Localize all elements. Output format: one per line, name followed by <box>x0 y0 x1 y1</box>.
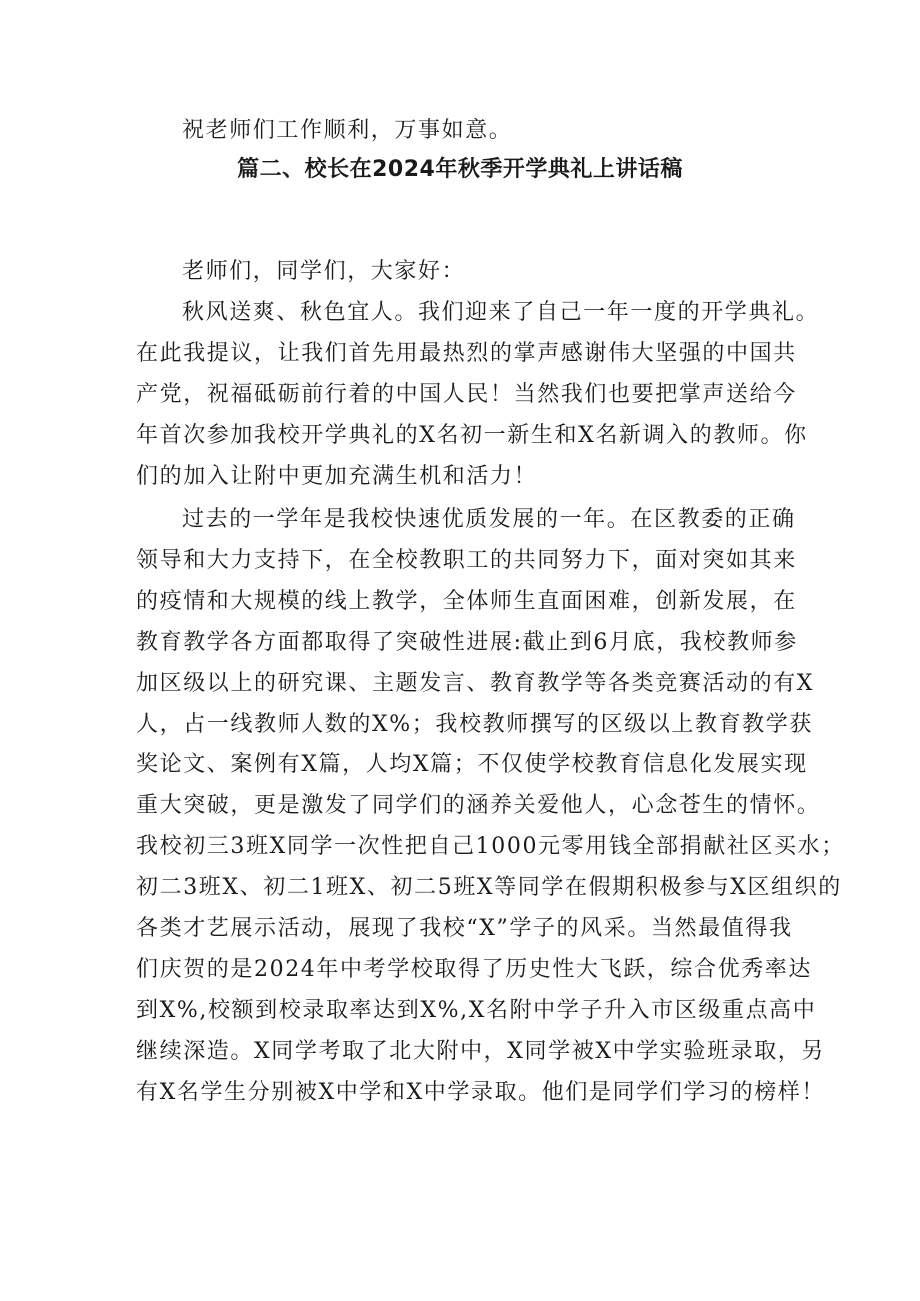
paragraph-line: 的疫情和大规模的线上教学，全体师生直面困难，创新发展，在 <box>136 588 797 614</box>
paragraph-line: 们庆贺的是2024年中考学校取得了历史性大飞跃，综合优秀率达 <box>136 956 812 982</box>
paragraph-line: 我校初三3班X同学一次性把自己1000元零用钱全部捐献社区买水； <box>136 834 845 860</box>
paragraph-line: 人，占一线教师人数的X%；我校教师撰写的区级以上教育教学获 <box>136 711 813 737</box>
greeting-line: 老师们，同学们，大家好： <box>182 259 466 284</box>
paragraph-line: 们的加入让附中更加充满生机和活力！ <box>136 463 538 489</box>
paragraph-line: 奖论文、案例有X篇，人均X篇；不仅使学校教育信息化发展实现 <box>136 752 808 778</box>
paragraph-line: 初二3班X、初二1班X、初二5班X等同学在假期积极参与X区组织的 <box>136 875 842 901</box>
paragraph-line: 重大突破，更是激发了同学们的涵养关爱他人，心念苍生的情怀。 <box>136 793 821 819</box>
paragraph-line: 教育教学各方面都取得了突破性进展:截止到6月底，我校教师参 <box>136 629 798 655</box>
section-title: 篇二、校长在2024年秋季开学典礼上讲话稿 <box>237 157 683 182</box>
paragraph-line: 年首次参加我校开学典礼的X名初一新生和X名新调入的教师。你 <box>136 422 808 448</box>
paragraph-line: 加区级以上的研究课、主题发言、教育教学等各类竞赛活动的有X <box>136 670 815 696</box>
closing-line: 祝老师们工作顺利，万事如意。 <box>182 118 513 143</box>
paragraph-line: 在此我提议，让我们首先用最热烈的掌声感谢伟大坚强的中国共 <box>136 340 797 366</box>
paragraph-opening <box>136 293 820 498</box>
paragraph-line: 秋风送爽、秋色宜人。我们迎来了自己一年一度的开学典礼。 <box>182 300 820 325</box>
paragraph-line: 各类才艺展示活动，展现了我校“X”学子的风采。当然最值得我 <box>136 916 793 942</box>
paragraph-line: 领导和大力支持下，在全校教职工的共同努力下，面对突如其来 <box>136 547 797 573</box>
paragraph-line: 产党，祝福砥砺前行着的中国人民！当然我们也要把掌声送给今 <box>136 381 797 407</box>
paragraph-line: 有X名学生分别被X中学和X中学录取。他们是同学们学习的榜样！ <box>136 1079 825 1105</box>
paragraph-review <box>136 500 845 1114</box>
paragraph-line: 继续深造。X同学考取了北大附中，X同学被X中学实验班录取，另 <box>136 1038 825 1064</box>
paragraph-line: 过去的一学年是我校快速优质发展的一年。在区教委的正确 <box>182 507 796 532</box>
paragraph-line: 到X%,校额到校录取率达到X%,X名附中学子升入市区级重点高中 <box>136 997 817 1023</box>
